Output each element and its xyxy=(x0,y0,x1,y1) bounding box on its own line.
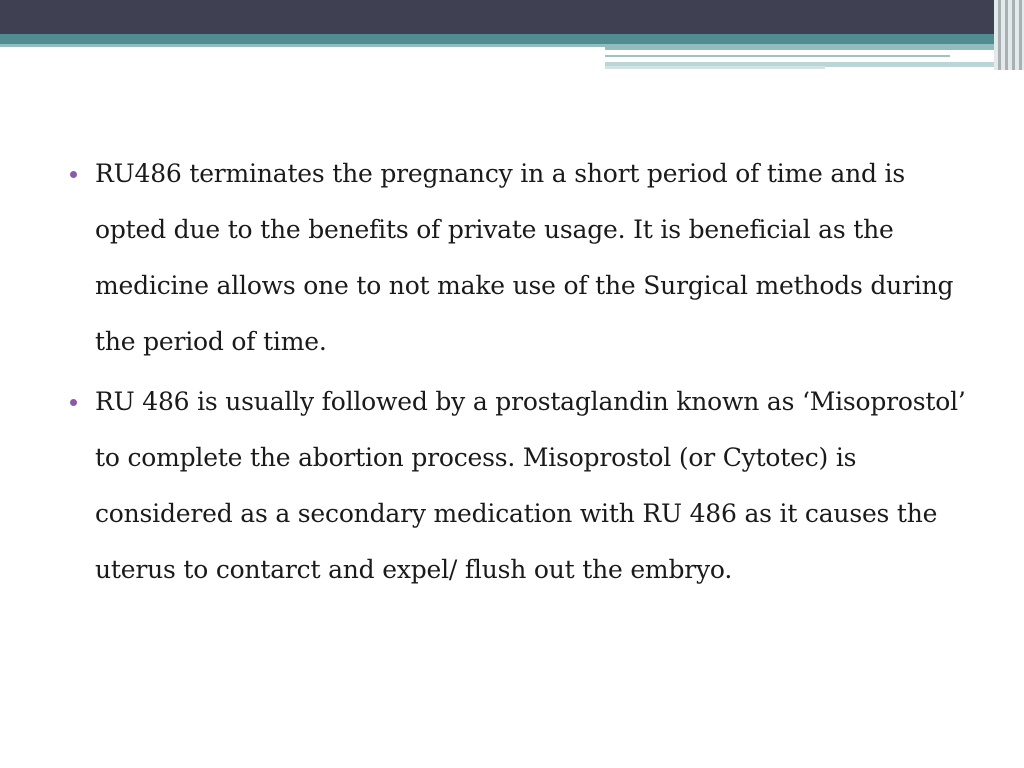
accent-bar-right xyxy=(605,44,1000,50)
stripe xyxy=(1019,0,1022,70)
bullet-item xyxy=(68,146,968,370)
bullet-list xyxy=(68,146,968,598)
bullet-dot-icon xyxy=(70,171,77,178)
accent-bar-thin xyxy=(0,44,605,47)
accent-line xyxy=(605,66,825,69)
stripe xyxy=(1012,0,1015,70)
bullet-item xyxy=(68,374,968,598)
stripe xyxy=(1005,0,1008,70)
accent-bar xyxy=(0,34,1024,44)
slide-body xyxy=(68,146,968,602)
accent-line xyxy=(605,55,950,57)
stripe xyxy=(998,0,1001,70)
decorative-stripes xyxy=(994,0,1024,70)
bullet-dot-icon xyxy=(70,399,77,406)
bullet-text: RU486 terminates the pregnancy in a short period of time and is opted due to the benefits of private usage. It is beneficial as the medicine allows one to not make use of the Surgical methods during the period of time. xyxy=(95,159,954,356)
header-band xyxy=(0,0,1024,34)
bullet-text: RU 486 is usually followed by a prostaglandin known as ‘Misoprostol’ to complete the abortion process. Misoprostol (or Cytotec) is considered as a secondary medication with RU 486 as it causes the uterus to contarct and expel/ flush out the embryo. xyxy=(95,387,966,584)
